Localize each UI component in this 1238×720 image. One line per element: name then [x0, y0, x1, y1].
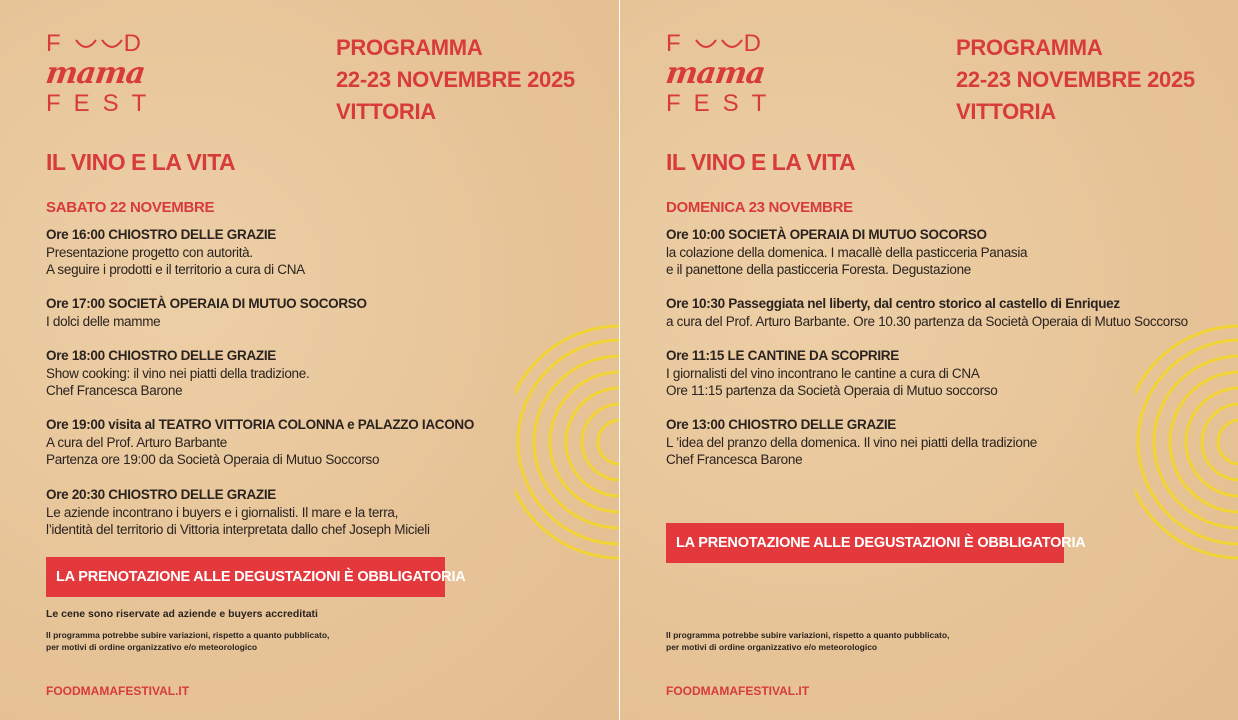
- disclaimer: Il programma potrebbe subire variazioni, rispetto a quanto pubblicato, per motivi di ordine organizzativo e/o meteorologico: [46, 630, 330, 652]
- disclaimer: Il programma potrebbe subire variazioni, rispetto a quanto pubblicato, per motivi di ordine organizzativo e/o meteorologico: [666, 630, 950, 652]
- booking-required-banner: LA PRENOTAZIONE ALLE DEGUSTAZIONI È OBBLIGATORIA: [46, 557, 445, 597]
- program-header: PROGRAMMA 22-23 NOVEMBRE 2025 VITTORIA: [956, 35, 1195, 124]
- schedule-item: Ore 11:15 LE CANTINE DA SCOPRIRE I giornalisti del vino incontrano le cantine a cura di CNA Ore 11:15 partenza da Società Operaia di Mutuo soccorso: [666, 348, 998, 398]
- schedule-item: Ore 16:00 CHIOSTRO DELLE GRAZIE Presentazione progetto con autorità. A seguire i prodotti e il territorio a cura di CNA: [46, 227, 305, 277]
- food-mama-fest-logo: F D mama FEST: [663, 30, 780, 117]
- website-link[interactable]: FOODMAMAFESTIVAL.IT: [666, 684, 810, 698]
- dinner-note: Le cene sono riservate ad aziende e buyers accreditati: [46, 608, 318, 620]
- poster-sunday: [620, 0, 1238, 720]
- program-header: PROGRAMMA 22-23 NOVEMBRE 2025 VITTORIA: [336, 35, 575, 124]
- website-link[interactable]: FOODMAMAFESTIVAL.IT: [46, 684, 190, 698]
- concentric-circles-decoration: [515, 322, 619, 562]
- schedule-item: Ore 10:00 SOCIETÀ OPERAIA DI MUTUO SOCORSO la colazione della domenica. I macallè della pasticceria Panasia e il panettone della pasticceria Foresta. Degustazione: [666, 227, 1028, 277]
- booking-required-banner: LA PRENOTAZIONE ALLE DEGUSTAZIONI È OBBLIGATORIA: [666, 523, 1064, 563]
- schedule-item: Ore 20:30 CHIOSTRO DELLE GRAZIE Le aziende incontrano i buyers e i giornalisti. Il mare e la terra, l’identità del territorio di Vittoria interpretata dallo chef Joseph Micieli: [46, 487, 430, 537]
- food-mama-fest-logo: F D mama FEST: [43, 30, 160, 117]
- day-heading: SABATO 22 NOVEMBRE: [46, 199, 215, 216]
- schedule-item: Ore 18:00 CHIOSTRO DELLE GRAZIE Show cooking: il vino nei piatti della tradizione. Chef Francesca Barone: [46, 348, 310, 398]
- schedule-item: Ore 19:00 visita al TEATRO VITTORIA COLONNA e PALAZZO IACONO A cura del Prof. Arturo Barbante Partenza ore 19:00 da Società Operaia di Mutuo Soccorso: [46, 417, 475, 467]
- concentric-circles-decoration: [1135, 322, 1238, 562]
- event-title: IL VINO E LA VITA: [46, 149, 236, 175]
- day-heading: DOMENICA 23 NOVEMBRE: [666, 199, 853, 216]
- schedule-item: Ore 13:00 CHIOSTRO DELLE GRAZIE L ’idea del pranzo della domenica. Il vino nei piatti della tradizione Chef Francesca Barone: [666, 417, 1037, 467]
- schedule-item: Ore 10:30 Passeggiata nel liberty, dal centro storico al castello di Enriquez a cura del Prof. Arturo Barbante. Ore 10.30 partenza da Società Operaia di Mutuo Soccorso: [666, 296, 1188, 329]
- schedule-item: Ore 17:00 SOCIETÀ OPERAIA DI MUTUO SOCORSO I dolci delle mamme: [46, 296, 367, 329]
- event-title: IL VINO E LA VITA: [666, 149, 856, 175]
